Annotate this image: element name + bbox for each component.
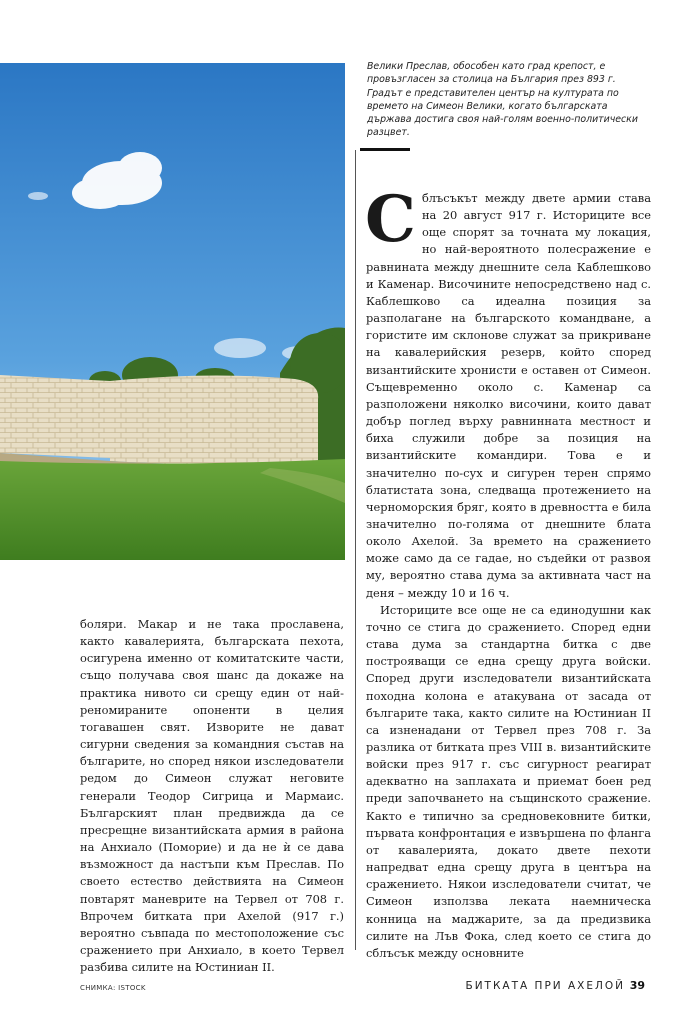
paragraph-text: блъсъкът между двете армии става на 20 август 917 г. Историците все още спорят за точната му локация, но най-вероятното полесражение е равнината между днешните села Каблешково и Каменар. Височините непосредствено над с. Каблешково са идеална позиция за разполагане на българското командване, а гористите им склонове служат за прикриване на кавалерийския резерв, който според византийските хронисти е оставен от Симеон. Същевременно около с. Каменар са разположени няколко височини, които дават добър поглед върху равнинната местност и биха служили добре за позиция на византийските командири. Това е и значително по-сух и сигурен терен спрямо блатистата зона, следваща протежението на черноморския бряг, която в древността е била значително по-голяма от днешните блата около Ахелой. За времето на сражението може само да се гадае, но съдейки от развоя му, вероятно става дума за активната част на деня – между 10 и 16 ч. <box>366 191 651 600</box>
drop-cap: С <box>365 182 416 257</box>
running-title: БИТКАТА ПРИ АХЕЛОЙ <box>465 980 625 992</box>
article-paragraph: боляри. Макар и не така прославена, както кавалерията, българската пехота, осигурена именно от комитатските части, също получава своя шанс да докаже на практика нивото си срещу един от най-реномираните опоненти в целия тогавашен свят. Изворите не дават сигурни сведения за командния състав на българите, но според някои изследователи редом до Симеон служат неговите генерали Теодор Сигрица и Мармаис. Българският план предвижда да се пресрещне византийската армия в района на Анхиало (Поморие) и да не ѝ се дава възможност да настъпи към Преслав. По своето естество действията на Симеон повтарят маневрите на Тервел от 708 г. Впрочем битката при Ахелой (917 г.) вероятно съвпада по местоположение със сражението при Анхиало, в което Тервел разбива силите на Юстиниан II. <box>80 617 344 975</box>
article-column-right <box>365 182 651 962</box>
article-column-left <box>80 616 344 976</box>
article-paragraph <box>365 182 651 602</box>
photo-caption: Велики Преслав, обособен като град крепост, е провъзгласен за столица на България през 893 г. Градът е представителен център на културата по времето на Симеон Велики, когато българската държава достига своя най-голям военно-политически разцвет. <box>367 61 638 139</box>
caption-divider <box>360 148 410 151</box>
article-paragraph: Историците все още не са единодушни как точно се стига до сражението. Според едни става дума за стандартна битка с две построяващи се една срещу друга войски. Според други изследователи византийската походна колона е атакувана от засада от българите така, както силите на Юстиниан II са изненадани от Тервел през 708 г. За разлика от битката през VIII в. византийските войски през 917 г. със сигурност реагират адекватно на заплахата и приемат боен ред преди започването на същинското сражение. Както е типично за средновековните битки, първата конфронтация е извършена по фланга от кавалерията, докато двете пехоти напредват една срещу друга в центъра на сражението. Някои изследователи считат, че Симеон използва леката наемническа конница на маджарите, за да предизвика силите на Лъв Фока, след което се стига до сблъсък между основните <box>366 602 651 960</box>
column-divider <box>355 150 356 950</box>
page-number: 39 <box>629 979 645 992</box>
fortress-photo <box>0 63 345 560</box>
photo-credit: СНИМКА: ISTOCK <box>80 984 146 992</box>
fortress-wall <box>0 375 318 469</box>
